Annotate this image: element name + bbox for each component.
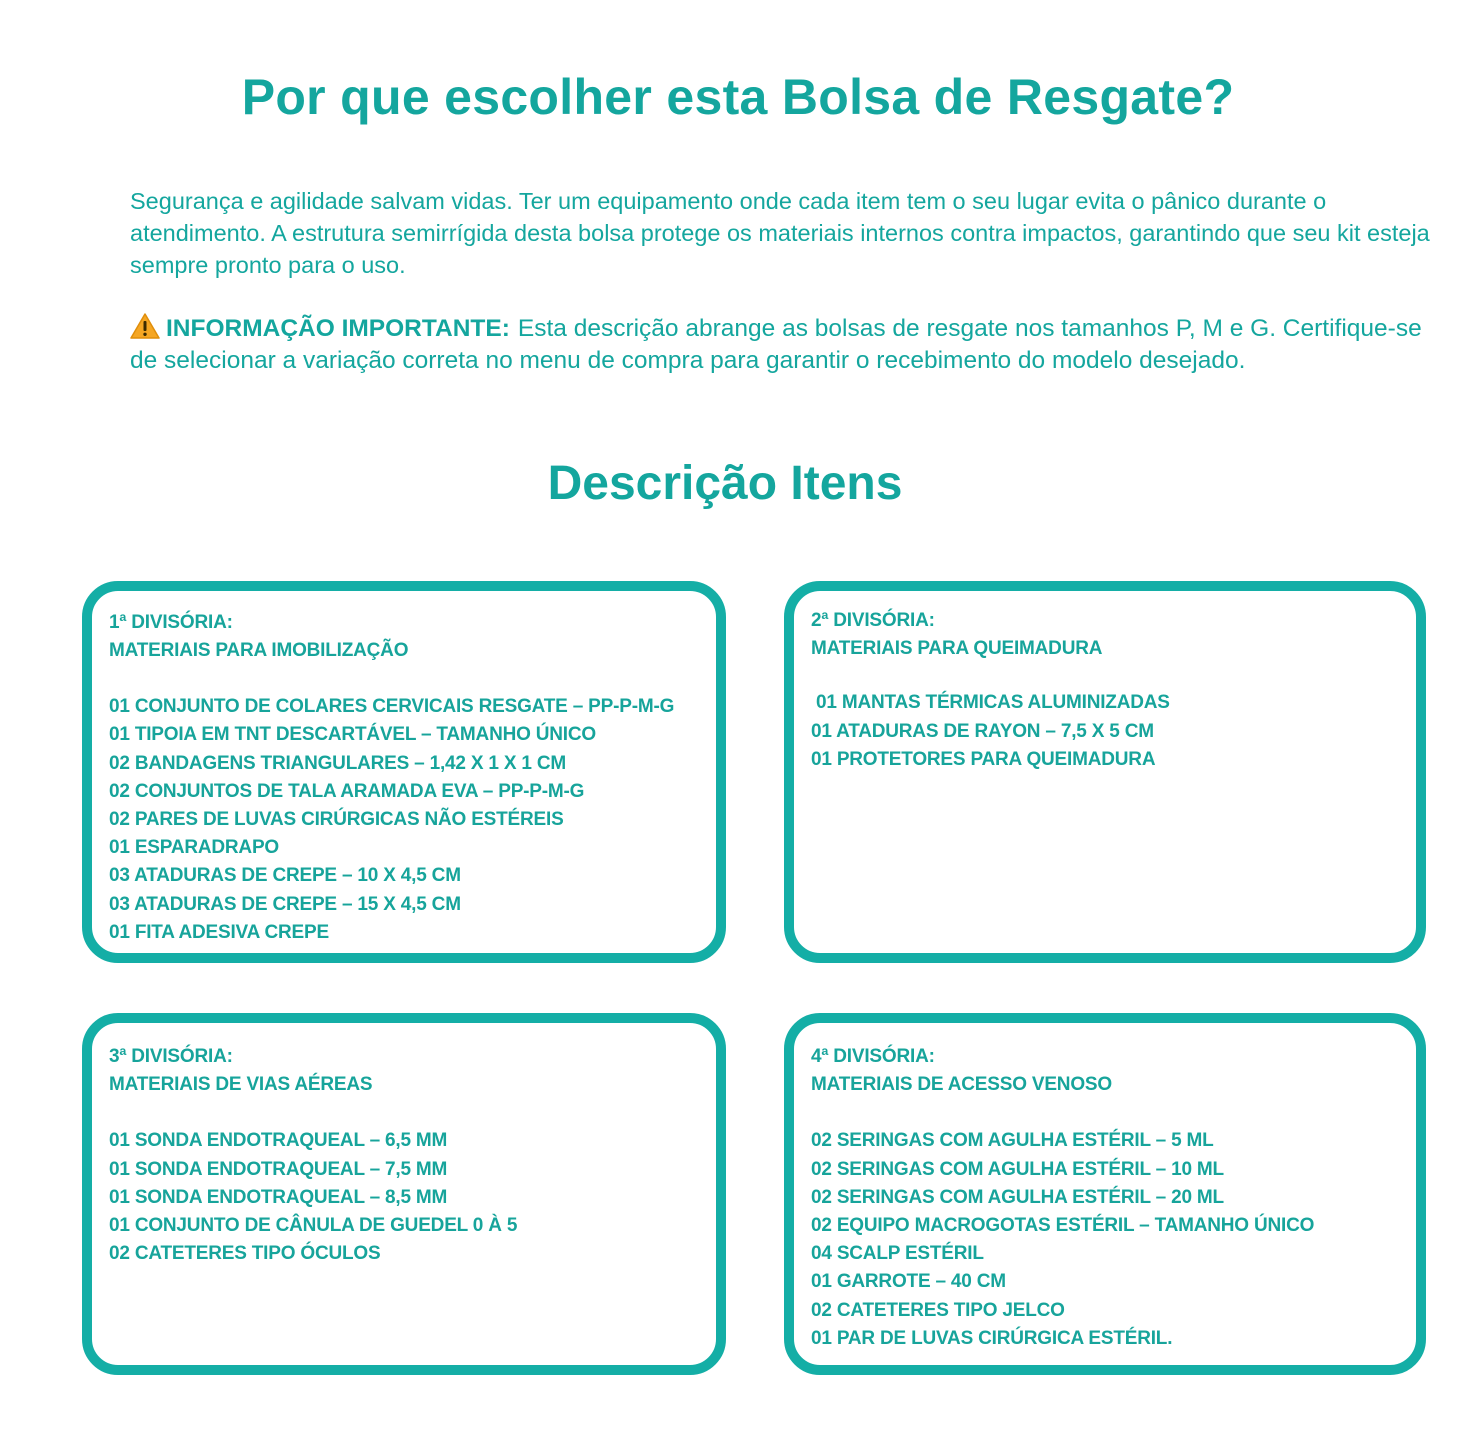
division-card-1: [82, 581, 726, 963]
list-item: 02 SERINGAS COM AGULHA ESTÉRIL – 5 ML: [811, 1130, 1214, 1152]
notice-label: INFORMAÇÃO IMPORTANTE:: [166, 315, 510, 342]
list-item: 02 CATETERES TIPO JELCO: [811, 1299, 1065, 1321]
list-item: 01 CONJUNTO DE COLARES CERVICAIS RESGATE – PP-P-M-G: [109, 696, 675, 718]
division-name: MATERIAIS DE ACESSO VENOSO: [811, 1074, 1112, 1096]
list-item: 02 SERINGAS COM AGULHA ESTÉRIL – 20 ML: [811, 1186, 1224, 1208]
division-number: 2ª DIVISÓRIA:: [811, 610, 935, 631]
list-item: 01 ATADURAS DE RAYON – 7,5 X 5 CM: [811, 720, 1154, 742]
division-name: MATERIAIS PARA IMOBILIZAÇÃO: [109, 640, 409, 661]
section-title: Descrição Itens: [547, 457, 903, 510]
division-items: [109, 1127, 702, 1268]
list-item: 01 MANTAS TÉRMICAS ALUMINIZADAS: [816, 692, 1170, 714]
division-card-2: [784, 581, 1426, 963]
division-number: 3ª DIVISÓRIA:: [109, 1046, 233, 1067]
list-item: 01 SONDA ENDOTRAQUEAL – 8,5 MM: [109, 1186, 448, 1208]
list-item: 02 CONJUNTOS DE TALA ARAMADA EVA – PP-P-M-G: [109, 780, 585, 802]
list-item: 01 SONDA ENDOTRAQUEAL – 6,5 MM: [109, 1130, 448, 1152]
division-items: [811, 689, 1402, 774]
important-notice: [130, 313, 1430, 377]
page-title: Por que escolher esta Bolsa de Resgate?: [241, 69, 1235, 125]
list-item: 01 CONJUNTO DE CÂNULA DE GUEDEL 0 À 5: [109, 1215, 518, 1237]
division-card-4: [784, 1013, 1426, 1375]
list-item: 01 TIPOIA EM TNT DESCARTÁVEL – TAMANHO ÚNICO: [109, 724, 596, 746]
division-number: 4ª DIVISÓRIA:: [811, 1046, 935, 1067]
division-items: [109, 693, 702, 947]
division-number: 1ª DIVISÓRIA:: [109, 612, 233, 633]
division-name: MATERIAIS PARA QUEIMADURA: [811, 638, 1103, 660]
intro-paragraph: Segurança e agilidade salvam vidas. Ter um equipamento onde cada item tem o seu lugar evita o pânico durante o atendimento. A estrutura semirrígida desta bolsa protege os materiais internos contra impactos, garantindo que seu kit esteja sempre pronto para o uso.: [130, 188, 1430, 278]
list-item: 02 EQUIPO MACROGOTAS ESTÉRIL – TAMANHO ÚNICO: [811, 1215, 1315, 1237]
division-items: [811, 1127, 1402, 1353]
list-item: 01 PAR DE LUVAS CIRÚRGICA ESTÉRIL.: [811, 1327, 1173, 1349]
list-item: 02 SERINGAS COM AGULHA ESTÉRIL – 10 ML: [811, 1158, 1224, 1180]
list-item: 03 ATADURAS DE CREPE – 15 X 4,5 CM: [109, 893, 461, 915]
list-item: 03 ATADURAS DE CREPE – 10 X 4,5 CM: [109, 865, 461, 887]
list-item: 02 PARES DE LUVAS CIRÚRGICAS NÃO ESTÉREIS: [109, 809, 564, 831]
list-item: 01 ESPARADRAPO: [109, 837, 279, 859]
list-item: 01 FITA ADESIVA CREPE: [109, 921, 329, 943]
division-card-3: [82, 1013, 726, 1375]
list-item: 04 SCALP ESTÉRIL: [811, 1243, 984, 1265]
notice-text: Esta descrição abrange as bolsas de resgate nos tamanhos P, M e G. Certifique-se de selecionar a variação correta no menu de compra para garantir o recebimento do modelo desejado.: [130, 315, 1422, 374]
list-item: 01 SONDA ENDOTRAQUEAL – 7,5 MM: [109, 1158, 448, 1180]
warning-icon: [130, 313, 160, 339]
list-item: 01 PROTETORES PARA QUEIMADURA: [811, 748, 1156, 770]
list-item: 02 BANDAGENS TRIANGULARES – 1,42 X 1 X 1 CM: [109, 752, 567, 774]
division-name: MATERIAIS DE VIAS AÉREAS: [109, 1074, 373, 1096]
list-item: 02 CATETERES TIPO ÓCULOS: [109, 1243, 381, 1265]
list-item: 01 GARROTE – 40 CM: [811, 1271, 1006, 1293]
